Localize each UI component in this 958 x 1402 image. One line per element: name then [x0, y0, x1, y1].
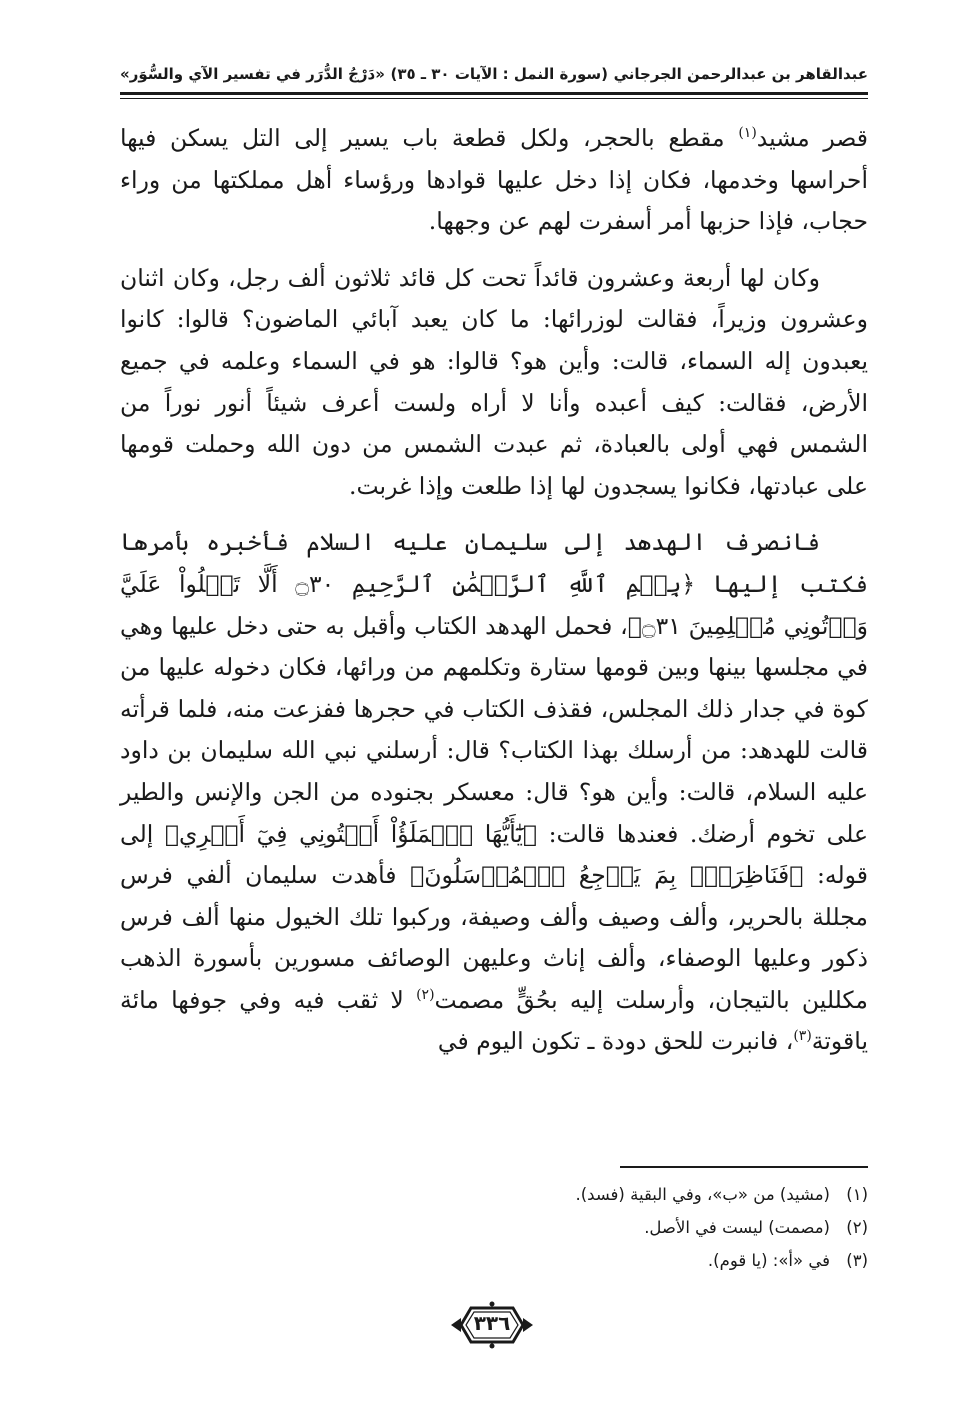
paragraph-3-part-2: لا ثقب فيه وفي جوفها مائة ياقوتة [120, 985, 868, 1056]
running-header [120, 58, 868, 90]
footnote-text: في «أ»: (يا قوم). [707, 1251, 830, 1270]
footnote-ref-2[interactable]: (٢) [416, 987, 435, 1004]
header-surah-verses: (سورة النمل : الآيات ٣٠ ـ ٣٥) [390, 65, 608, 83]
page-number: ٣٣٦ [473, 1311, 511, 1335]
paragraph-3 [120, 522, 868, 1063]
footnote-separator [620, 1166, 868, 1168]
paragraph-3-part-1: فانصرف الهدهد إلى سليمان عليه السلام فأخبره بأمرها فكتب إليها ﴿بِسۡمِ ٱللَّهِ ٱلرَّحۡمَٰنِ ٱلرَّحِيمِ ۝٣٠ أَلَّا تَعۡلُواْ عَلَيَّ وَأۡتُونِي مُسۡلِمِينَ ۝٣١﴾، فحمل الهدهد الكتاب وأقبل به حتى دخل عليها وهي في مجلسها بينها وبين قومها ستارة وتكلمهم من ورائها، فكان دخوله عليها من كوة في جدار ذلك المجلس، فقذف الكتاب في حجرها ففزعت منه، فلما قرأته قالت للهدهد: من أرسلك بهذا الكتاب؟ قال: أرسلني نبي الله سليمان بن داود عليه السلام، قالت: وأين هو؟ قال: معسكر بجنوده من الجن والإنس والطير على تخوم أرضك. فعندها قالت: ﴿يَٰٓأَيُّهَا ٱلۡمَلَؤُاْ أَفۡتُونِي فِيٓ أَمۡرِي﴾ إلى قوله: ﴿فَنَاظِرَةُۢ بِمَ يَرۡجِعُ ٱلۡمُرۡسَلُونَ﴾ فأهدت سليمان ألفي فرس مجللة بالحرير، وألف وصيف وألف وصيفة، وركبوا تلك الخيول منها ألف فرس ذكور وعليها الوصفاء، وألف إناث وعليهن الوصائف مسورين بأسورة الذهب مكللين بالتيجان، وأرسلت إليه بحُقٍّ مصمت [120, 528, 868, 1014]
paragraph-1 [120, 118, 868, 243]
footnote-number: (١) [846, 1185, 868, 1204]
footnote-number: (٢) [846, 1218, 868, 1237]
footnote-number: (٣) [846, 1251, 868, 1270]
header-book-title: «دَرْجُ الدُّرَر في تفسير الآي والسُّوَر» [120, 65, 385, 83]
footnote-1 [380, 1178, 868, 1211]
footnote-ref-1[interactable]: (١) [738, 125, 757, 142]
footnote-3 [380, 1244, 868, 1277]
header-author: عبدالقاهر بن عبدالرحمن الجرجاني [613, 65, 868, 83]
page-number-ornament [449, 1300, 535, 1350]
footnote-ref-3[interactable]: (٣) [793, 1028, 812, 1045]
paragraph-2-text: وكان لها أربعة وعشرون قائداً تحت كل قائد ثلاثون ألف رجل، وكان اثنان وعشرون وزيراً، فقالت لوزرائها: ما كان يعبد آبائي الماضون؟ قالوا: كانوا يعبدون إله السماء، قالت: وأين هو؟ قالوا: هو في السماء وعلمه في جميع الأرض، فقالت: كيف أعبده وأنا لا أراه ولست أعرف شيئاً أنور نوراً من الشمس فهي أولى بالعبادة، ثم عبدت الشمس من دون الله وحملت قومها على عبادتها، فكانوا يسجدون لها إذا طلعت وإذا غربت. [120, 263, 868, 500]
header-rule [120, 92, 868, 95]
footnotes [380, 1178, 868, 1277]
paragraph-1-rest: مقطع بالحجر، ولكل قطعة باب يسير إلى التل يسكن فيها أحراسها وخدمها، فكان إذا دخل عليها قوادها ورؤساء أهل مملكتها من وراء حجاب، فإذا حزبها أمر أسفرت لهم عن وجهها. [120, 124, 868, 236]
footnote-2 [380, 1211, 868, 1244]
footnote-text: (مصمت) ليست في الأصل. [644, 1218, 830, 1237]
paragraph-2 [120, 258, 868, 508]
main-text [120, 118, 868, 1078]
footnote-text: (مشيد) من «ب»، وفي البقية (فسد). [575, 1185, 830, 1204]
paragraph-3-part-3: ، فانبرت للحق دودة ـ تكون اليوم في [437, 1027, 794, 1056]
paragraph-1-start: قصر مشيد [756, 124, 869, 152]
